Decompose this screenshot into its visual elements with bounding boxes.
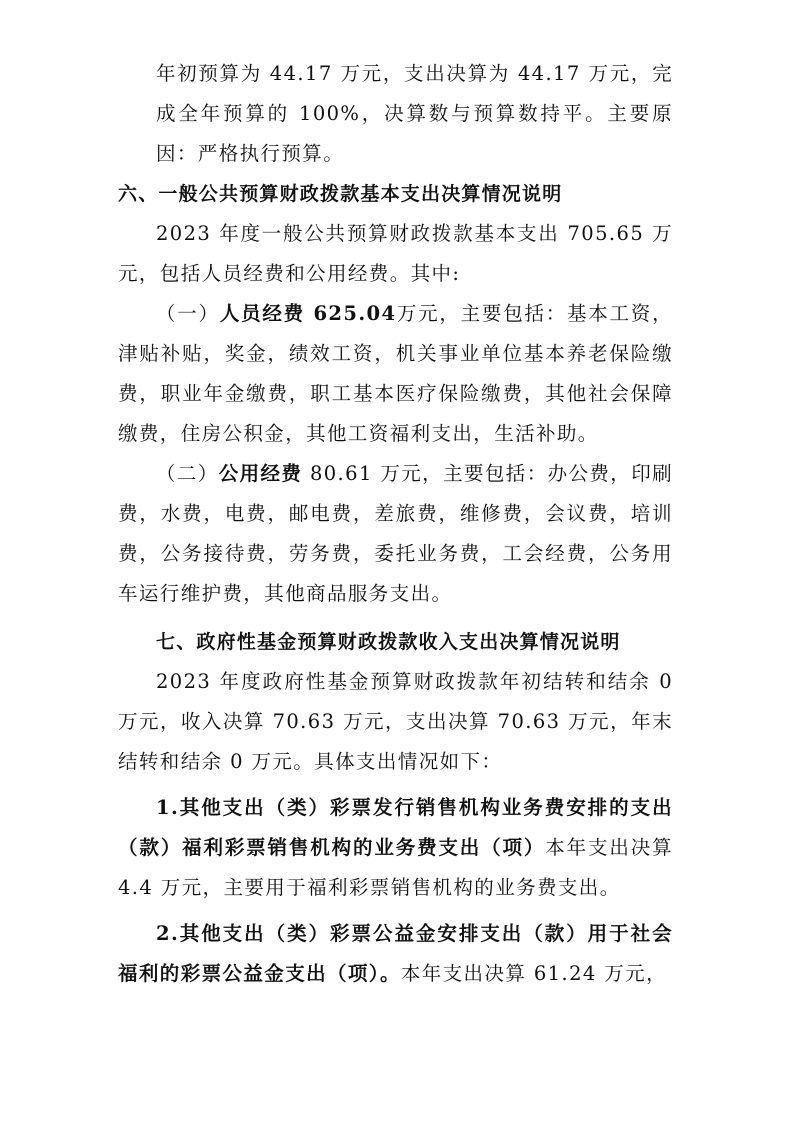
lottery-business-fee-detail: 本年支出决算 4.4 万元，主要用于福利彩票销售机构的业务费支出。 <box>118 836 673 899</box>
paragraph-basic-expenditure: 2023 年度一般公共预算财政拨款基本支出 705.65 万元，包括人员经费和公用经费。其中: <box>118 222 673 285</box>
paragraph-government-fund: 2023 年度政府性基金预算财政拨款年初结转和结余 0 万元，收入决算 70.63 万元，支出决算 70.63 万元，年末结转和结余 0 万元。具体支出情况如下： <box>118 670 673 773</box>
section-heading-7: 七、政府性基金预算财政拨款收入支出决算情况说明 <box>156 631 621 653</box>
paragraph-personnel-costs <box>118 294 673 454</box>
paragraph-budget-summary: 年初预算为 44.17 万元，支出决算为 44.17 万元，完成全年预算的 100%，决算数与预算数持平。主要原因：严格执行预算。 <box>156 62 673 165</box>
paragraph-lottery-welfare-fund <box>118 914 673 994</box>
paragraph-public-costs <box>118 454 673 614</box>
lottery-business-fee-label: 1.其他支出（类）彩票发行销售机构业务费安排的支出（款）福利彩票销售机构的业务费支出（项） <box>118 796 673 859</box>
item-prefix: （一） <box>156 302 220 325</box>
paragraph-lottery-business-fee <box>118 788 673 908</box>
public-costs-label: 公用经费 <box>218 462 303 485</box>
lottery-welfare-fund-label: 2.其他支出（类）彩票公益金安排支出（款）用于社会福利的彩票公益金支出（项）。 <box>118 922 673 985</box>
personnel-costs-label: 人员经费 625.04 <box>219 302 397 325</box>
lottery-welfare-fund-detail: 本年支出决算 61.24 万元， <box>400 962 667 985</box>
public-costs-detail: 80.61 万元，主要包括：办公费，印刷费，水费，电费，邮电费，差旅费，维修费，会议费，培训费，公务接待费，劳务费，委托业务费，工会经费，公务用车运行维护费，其他商品服务支出。 <box>118 462 674 605</box>
item-prefix: （二） <box>156 462 219 485</box>
personnel-costs-detail: 万元，主要包括：基本工资，津贴补贴，奖金，绩效工资，机关事业单位基本养老保险缴费，职业年金缴费，职工基本医疗保险缴费，其他社会保障缴费，住房公积金，其他工资福利支出，生活补助。 <box>118 302 673 445</box>
section-heading-6: 六、一般公共预算财政拨款基本支出决算情况说明 <box>118 183 563 205</box>
